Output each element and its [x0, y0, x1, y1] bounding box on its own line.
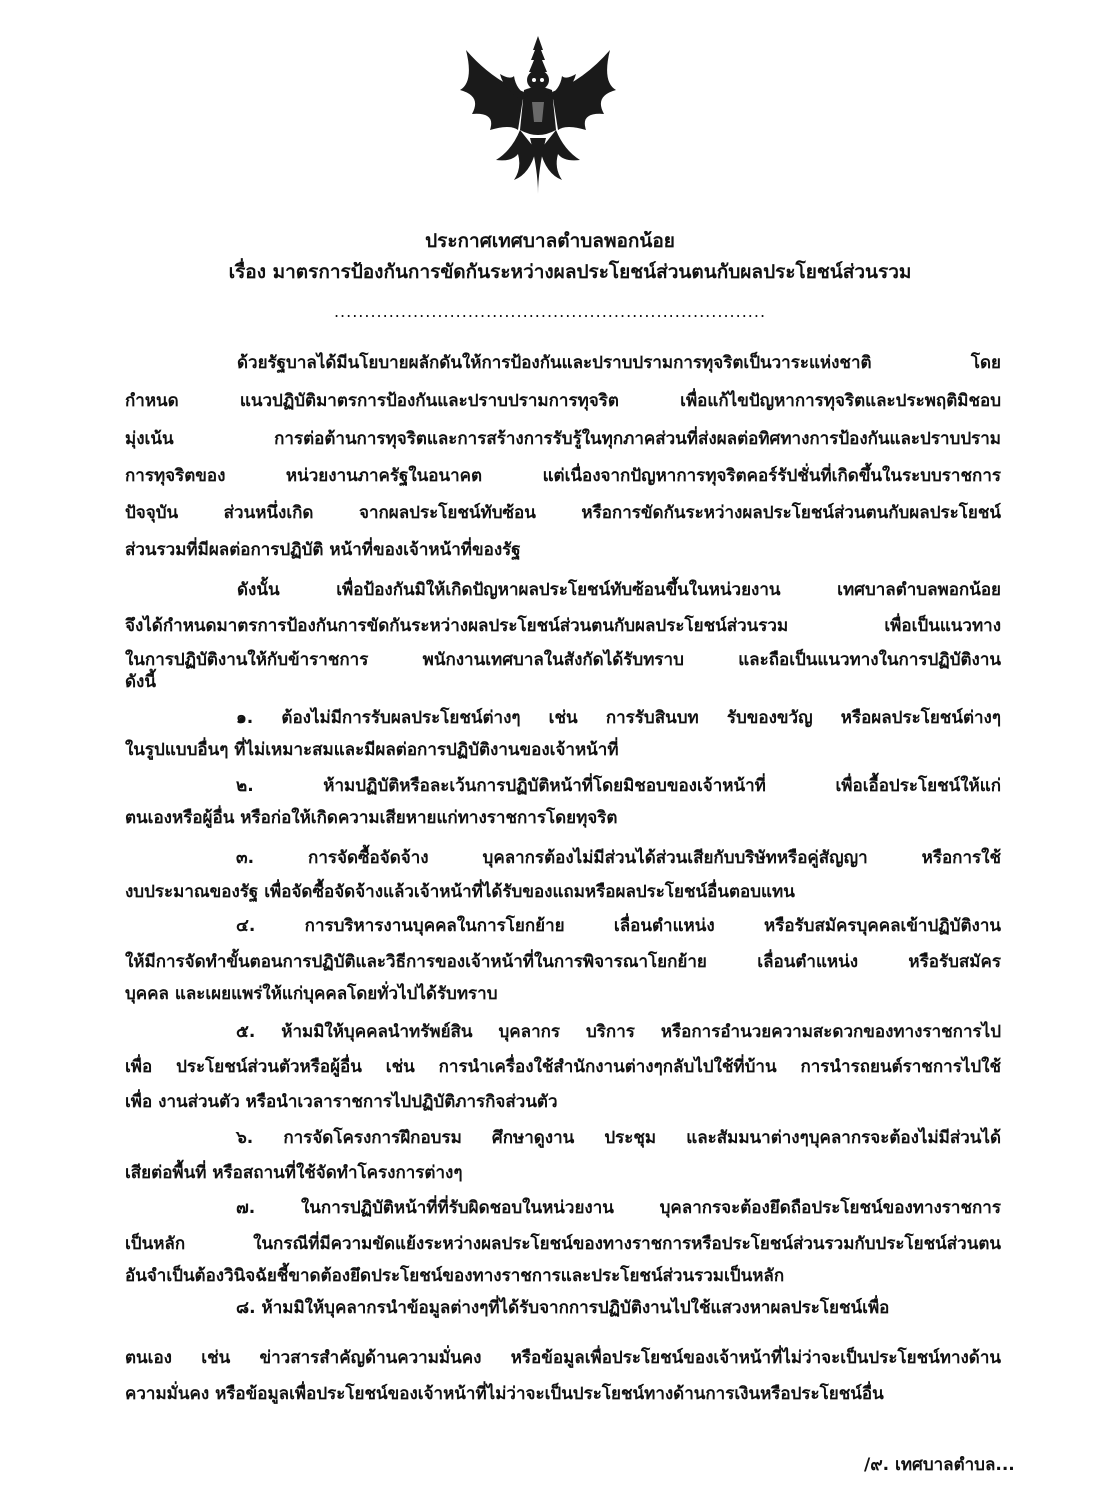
announcement-title: ประกาศเทศบาลตำบลพอกน้อย [425, 230, 675, 252]
measure-item-3: ๓. การจัดซื้อจัดจ้าง บุคลากรต้องไม่มีส่วนได้ส่วนเสียกับบริษัทหรือคู่สัญญา หรือการใช้ [236, 848, 1001, 868]
therefore-line: ดังนั้น เพื่อป้องกันมิให้เกิดปัญหาผลประโยชน์ทับซ้อนขึ้นในหน่วยงาน เทศบาลตำบลพอกน้อย [237, 580, 1001, 600]
measure-item-4: บุคคล และเผยแพร่ให้แก่บุคคลโดยทั่วไปได้รับทราบ [125, 984, 498, 1004]
measure-item-2: ๒. ห้ามปฏิบัติหรือละเว้นการปฏิบัติหน้าที่โดยมิชอบของเจ้าหน้าที่ เพื่อเอื้อประโยชน์ให้แก่ [236, 776, 1001, 796]
measure-item-7: เป็นหลัก ในกรณีที่มีความขัดแย้งระหว่างผลประโยชน์ของทางราชการหรือประโยชน์ส่วนรวมกับประโยชน์ส่วนตน [125, 1234, 1001, 1254]
measure-item-6: เสียต่อพื้นที่ หรือสถานที่ใช้จัดทำโครงการต่างๆ [125, 1163, 463, 1183]
intro-line: การทุจริตของ หน่วยงานภาครัฐในอนาคต แต่เนื่องจากปัญหาการทุจริตคอร์รัปชั่นที่เกิดขึ้นในระบบราชการ [125, 466, 1001, 486]
garuda-emblem-icon [452, 30, 624, 200]
measure-item-1: ๑. ต้องไม่มีการรับผลประโยชน์ต่างๆ เช่น การรับสินบท รับของขวัญ หรือผลประโยชน์ต่างๆ [236, 708, 1001, 728]
measure-item-4: ให้มีการจัดทำขั้นตอนการปฏิบัติและวิธีการของเจ้าหน้าที่ในการพิจารณาโยกย้าย เลื่อนตำแหน่ง หรือรับสมัคร [125, 952, 1001, 972]
intro-line: ด้วยรัฐบาลได้มีนโยบายผลักดันให้การป้องกันและปราบปรามการทุจริตเป็นวาระแห่งชาติ โดย [237, 353, 1001, 373]
page-continuation-note: /๙. เทศบาลตำบล... [864, 1455, 1015, 1475]
measure-item-7: อันจำเป็นต้องวินิจฉัยชี้ขาดต้องยึดประโยชน์ของทางราชการและประโยชน์ส่วนรวมเป็นหลัก [125, 1266, 785, 1286]
therefore-line: จึงได้กำหนดมาตรการป้องกันการขัดกันระหว่างผลประโยชน์ส่วนตนกับผลประโยชน์ส่วนรวม เพื่อเป็นแนวทาง [125, 616, 1001, 636]
intro-line: ปัจจุบัน ส่วนหนึ่งเกิด จากผลประโยชน์ทับซ้อน หรือการขัดกันระหว่างผลประโยชน์ส่วนตนกับผลประโยชน์ [125, 503, 1001, 523]
measure-item-8: ๘. ห้ามมิให้บุคลากรนำข้อมูลต่างๆที่ได้รับจากการปฏิบัติงานไปใช้แสวงหาผลประโยชน์เพื่อ [236, 1298, 890, 1318]
intro-line: กำหนด แนวปฏิบัติมาตรการป้องกันและปราบปรามการทุจริต เพื่อแก้ไขปัญหาการทุจริตและประพฤติมิชอบ [125, 391, 1001, 411]
measure-item-4: ๔. การบริหารงานบุคคลในการโยกย้าย เลื่อนตำแหน่ง หรือรับสมัครบุคคลเข้าปฏิบัติงาน [236, 916, 1001, 936]
measure-item-3: งบประมาณของรัฐ เพื่อจัดซื้อจัดจ้างแล้วเจ้าหน้าที่ได้รับของแถมหรือผลประโยชน์อื่นตอบแทน [125, 882, 795, 902]
measure-item-2: ตนเองหรือผู้อื่น หรือก่อให้เกิดความเสียหายแก่ทางราชการโดยทุจริต [125, 808, 618, 828]
measure-item-7: ๗. ในการปฏิบัติหน้าที่ที่รับผิดชอบในหน่วยงาน บุคลากรจะต้องยึดถือประโยชน์ของทางราชการ [236, 1198, 1001, 1218]
measure-item-5: ๕. ห้ามมิให้บุคคลนำทรัพย์สิน บุคลากร บริการ หรือการอำนวยความสะดวกของทางราชการไป [236, 1022, 1001, 1042]
measure-item-8: ความมั่นคง หรือข้อมูลเพื่อประโยชน์ของเจ้าหน้าที่ไม่ว่าจะเป็นประโยชน์ทางด้านการเงินหรือประโยชน์อื่น [125, 1384, 884, 1404]
measure-item-5: เพื่อ งานส่วนตัว หรือนำเวลาราชการไปปฏิบัติภารกิจส่วนตัว [125, 1092, 558, 1112]
measure-item-8: ตนเอง เช่น ข่าวสารสำคัญด้านความมั่นคง หรือข้อมูลเพื่อประโยชน์ของเจ้าหน้าที่ไม่ว่าจะเป็นประโยชน์ทางด้าน [125, 1348, 1001, 1368]
measure-item-6: ๖. การจัดโครงการฝึกอบรม ศึกษาดูงาน ประชุม และสัมมนาต่างๆบุคลากรจะต้องไม่มีส่วนได้ [236, 1128, 1001, 1148]
announcement-subject: เรื่อง มาตรการป้องกันการขัดกันระหว่างผลประโยชน์ส่วนตนกับผลประโยชน์ส่วนรวม [228, 261, 912, 283]
therefore-line: ในการปฏิบัติงานให้กับข้าราชการ พนักงานเทศบาลในสังกัดได้รับทราบ และถือเป็นแนวทางในการปฏิบัติงาน [125, 650, 1001, 670]
measure-item-5: เพื่อ ประโยชน์ส่วนตัวหรือผู้อื่น เช่น การนำเครื่องใช้สำนักงานต่างๆกลับไปใช้ที่บ้าน การนำรถยนต์ราชการไปใช้ [125, 1057, 1001, 1077]
title-divider: ....................................................................... [333, 302, 767, 321]
intro-line: ส่วนรวมที่มีผลต่อการปฏิบัติ หน้าที่ของเจ้าหน้าที่ของรัฐ [125, 540, 521, 560]
intro-line: มุ่งเน้น การต่อต้านการทุจริตและการสร้างการรับรู้ในทุกภาคส่วนที่ส่งผลต่อทิศทางการป้องกันและปราบปราม [125, 429, 1001, 449]
measure-item-1: ในรูปแบบอื่นๆ ที่ไม่เหมาะสมและมีผลต่อการปฏิบัติงานของเจ้าหน้าที่ [125, 740, 619, 760]
therefore-line: ดังนี้ [125, 672, 156, 692]
